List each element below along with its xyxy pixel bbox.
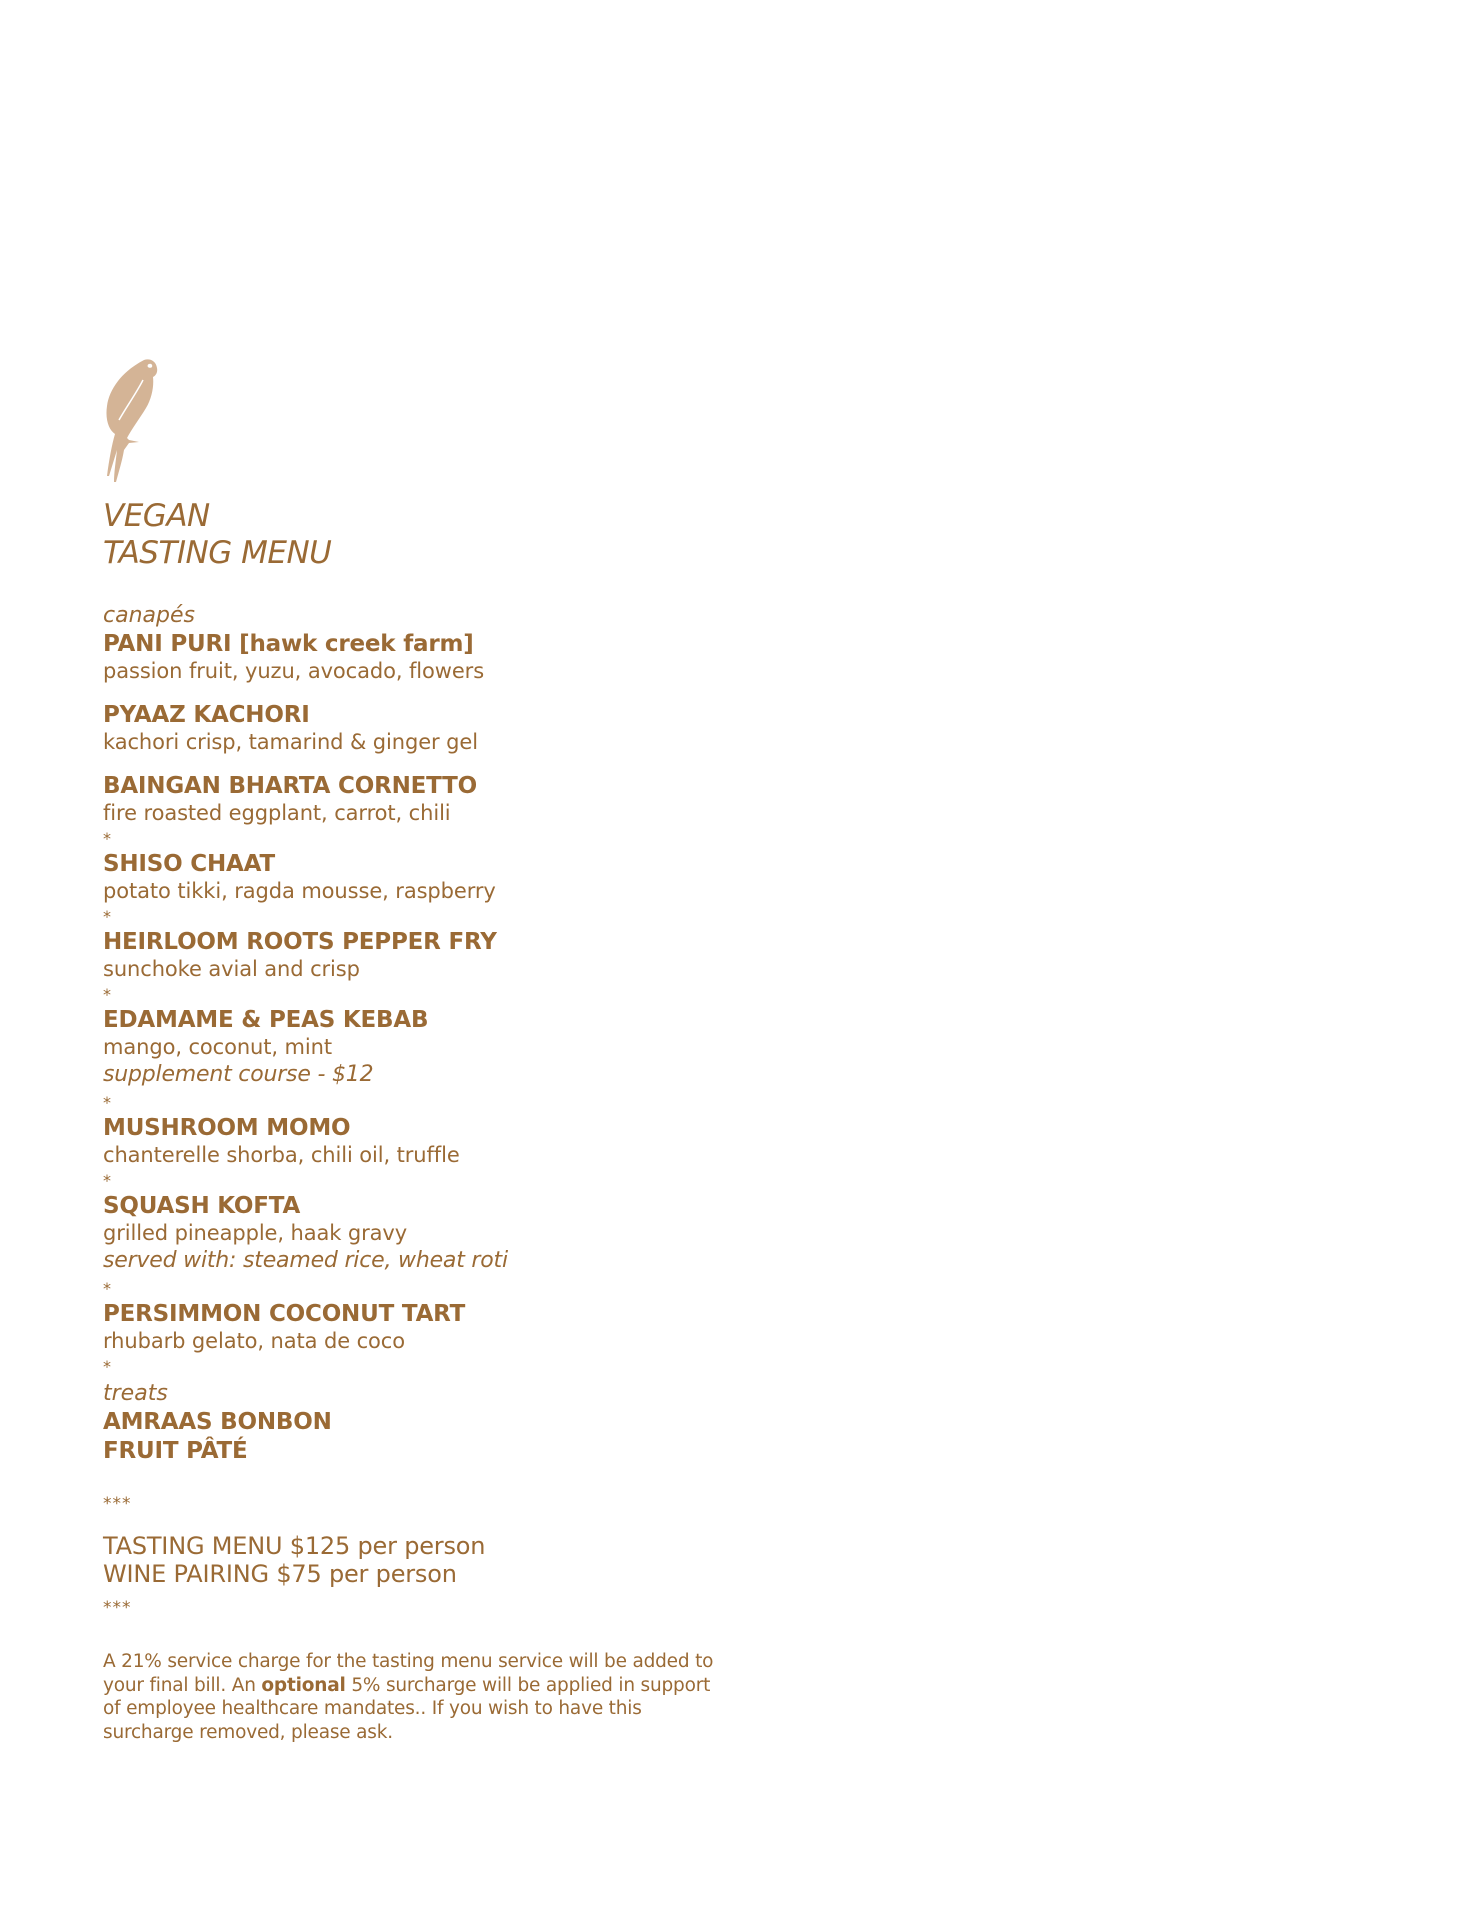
course-separator: * — [103, 1357, 111, 1376]
item-description: fire roasted eggplant, carrot, chili — [103, 801, 451, 825]
item-name: SHISO CHAAT — [103, 851, 275, 877]
menu-item — [103, 1114, 743, 1168]
item-name: EDAMAME & PEAS KEBAB — [103, 1007, 429, 1033]
tasting-menu — [103, 358, 743, 1744]
course-separator: * — [103, 1093, 111, 1112]
menu-item — [103, 630, 743, 684]
item-name: MUSHROOM MOMO — [103, 1115, 351, 1141]
item-note: served with: steamed rice, wheat roti — [103, 1248, 508, 1273]
menu-item — [103, 850, 743, 904]
course-separator: * — [103, 907, 111, 926]
service-charge-note: A 21% service charge for the tasting menu service will be added to your final bill. An optional 5% surcharge will be applied in support of employee healthcare mandates.. If you wish to have this surcharge removed, please ask. — [103, 1651, 714, 1743]
menu-item — [103, 1300, 743, 1354]
section-divider: *** — [103, 1494, 132, 1514]
item-description: mango, coconut, mint — [103, 1035, 332, 1059]
section-divider: *** — [103, 1598, 132, 1618]
treat-item: FRUIT PÂTÉ — [103, 1438, 248, 1464]
item-description: rhubarb gelato, nata de coco — [103, 1329, 405, 1353]
menu-item — [103, 1192, 743, 1276]
wine-pairing-price: WINE PAIRING $75 per person — [103, 1560, 457, 1588]
canapes-label: canapés — [103, 603, 195, 628]
treats-label: treats — [103, 1381, 168, 1406]
item-description: chanterelle shorba, chili oil, truffle — [103, 1143, 460, 1167]
course-separator: * — [103, 1171, 111, 1190]
item-name: PYAAZ KACHORI — [103, 702, 310, 728]
item-name: PERSIMMON COCONUT TART — [103, 1301, 466, 1327]
item-description: grilled pineapple, haak gravy — [103, 1221, 408, 1245]
item-note: supplement course - $12 — [103, 1062, 374, 1087]
item-name: BAINGAN BHARTA CORNETTO — [103, 773, 478, 799]
course-separator: * — [103, 985, 111, 1004]
item-name: SQUASH KOFTA — [103, 1193, 301, 1219]
course-separator: * — [103, 1279, 111, 1298]
treat-item: AMRAAS BONBON — [103, 1409, 332, 1435]
parrot-icon — [103, 358, 159, 482]
menu-item — [103, 928, 743, 982]
item-description: kachori crisp, tamarind & ginger gel — [103, 730, 478, 754]
course-separator: * — [103, 829, 111, 848]
item-description: potato tikki, ragda mousse, raspberry — [103, 879, 496, 903]
menu-item — [103, 772, 743, 826]
menu-title: VEGAN TASTING MENU — [103, 498, 332, 571]
menu-item — [103, 1006, 743, 1090]
tasting-menu-price: TASTING MENU $125 per person — [103, 1532, 486, 1560]
item-description: sunchoke avial and crisp — [103, 957, 360, 981]
item-name: HEIRLOOM ROOTS PEPPER FRY — [103, 929, 497, 955]
item-description: passion fruit, yuzu, avocado, flowers — [103, 659, 485, 683]
item-name: PANI PURI [hawk creek farm] — [103, 631, 474, 657]
menu-item — [103, 701, 743, 755]
